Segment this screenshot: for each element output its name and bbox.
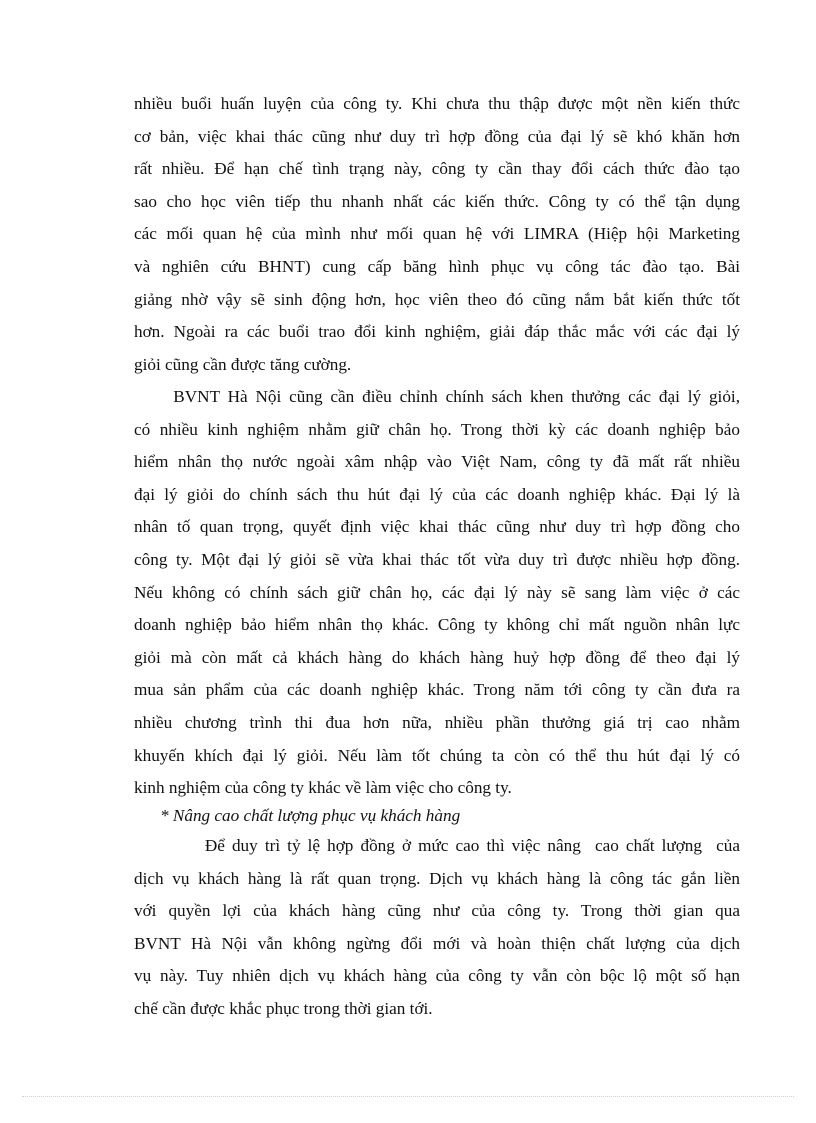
text-line: rất nhiều. Để hạn chế tình trạng này, công ty cần thay đổi cách thức đào tạo — [134, 159, 740, 179]
paragraph-1 — [134, 88, 740, 381]
text-line: giỏi mà còn mất cả khách hàng do khách hàng huỷ hợp đồng để theo đại lý — [134, 647, 740, 667]
text-line: khuyến khích đại lý giỏi. Nếu làm tốt chúng ta còn có thể thu hút đại lý có — [134, 745, 740, 765]
text-line: vụ này. Tuy nhiên dịch vụ khách hàng của công ty vẫn còn bộc lộ một số hạn — [134, 966, 740, 986]
text-line: các mối quan hệ của mình như mối quan hệ với LIMRA (Hiệp hội Marketing — [134, 224, 740, 244]
text-line: mua sản phẩm của các doanh nghiệp khác. Trong năm tới công ty cần đưa ra — [134, 680, 740, 700]
text-line: Để duy trì tỷ lệ hợp đồng ở mức cao thì việc nâng cao chất lượng của — [134, 836, 740, 855]
text-line: giỏi cũng cần được tăng cường. — [134, 354, 352, 374]
text-line: và nghiên cứu BHNT) cung cấp băng hình phục vụ công tác đào tạo. Bài — [134, 256, 740, 276]
text-line: nhiều buổi huấn luyện của công ty. Khi chưa thu thập được một nền kiến thức — [134, 94, 740, 113]
text-line: dịch vụ khách hàng là rất quan trọng. Dịch vụ khách hàng là công tác gắn liền — [134, 868, 740, 888]
text-line: kinh nghiệm của công ty khác về làm việc cho công ty. — [134, 778, 512, 798]
text-line: chế cần được khắc phục trong thời gian tới. — [134, 998, 433, 1018]
text-line: sao cho học viên tiếp thu nhanh nhất các kiến thức. Công ty có thể tận dụng — [134, 191, 740, 211]
text-line: nhân tố quan trọng, quyết định việc khai thác cũng như duy trì hợp đồng cho — [134, 517, 740, 537]
text-line: hiểm nhân thọ nước ngoài xâm nhập vào Việt Nam, công ty đã mất rất nhiều — [134, 452, 740, 472]
paragraph-2 — [134, 381, 740, 805]
text-line: công ty. Một đại lý giỏi sẽ vừa khai thác tốt vừa duy trì được nhiều hợp đồng. — [134, 549, 740, 569]
section-heading: * Nâng cao chất lượng phục vụ khách hàng — [160, 806, 461, 825]
text-line: nhiều chương trình thi đua hơn nữa, nhiều phần thưởng giá trị cao nhằm — [134, 712, 740, 732]
text-line: đại lý giỏi do chính sách thu hút đại lý của các doanh nghiệp khác. Đại lý là — [134, 484, 740, 504]
text-line: BVNT Hà Nội cũng cần điều chỉnh chính sách khen thưởng các đại lý giỏi, — [134, 387, 740, 406]
text-line: cơ bản, việc khai thác cũng như duy trì hợp đồng của đại lý sẽ khó khăn hơn — [134, 126, 740, 146]
text-line: Nếu không có chính sách giữ chân họ, các đại lý này sẽ sang làm việc ở các — [134, 582, 740, 602]
footer-divider — [22, 1096, 794, 1097]
text-line: có nhiều kinh nghiệm nhằm giữ chân họ. Trong thời kỳ các doanh nghiệp bảo — [134, 419, 740, 439]
text-line: với quyền lợi của khách hàng cũng như của công ty. Trong thời gian qua — [134, 901, 740, 921]
text-line: hơn. Ngoài ra các buổi trao đổi kinh nghiệm, giải đáp thắc mắc với các đại lý — [134, 322, 740, 342]
text-line: giảng nhờ vậy sẽ sinh động hơn, học viên theo đó cũng nắm bắt kiến thức tốt — [134, 289, 740, 309]
paragraph-3 — [134, 830, 740, 1026]
text-line: doanh nghiệp bảo hiểm nhân thọ khác. Công ty không chỉ mất nguồn nhân lực — [134, 615, 740, 635]
text-line: BVNT Hà Nội vẫn không ngừng đổi mới và hoàn thiện chất lượng của dịch — [134, 933, 740, 953]
